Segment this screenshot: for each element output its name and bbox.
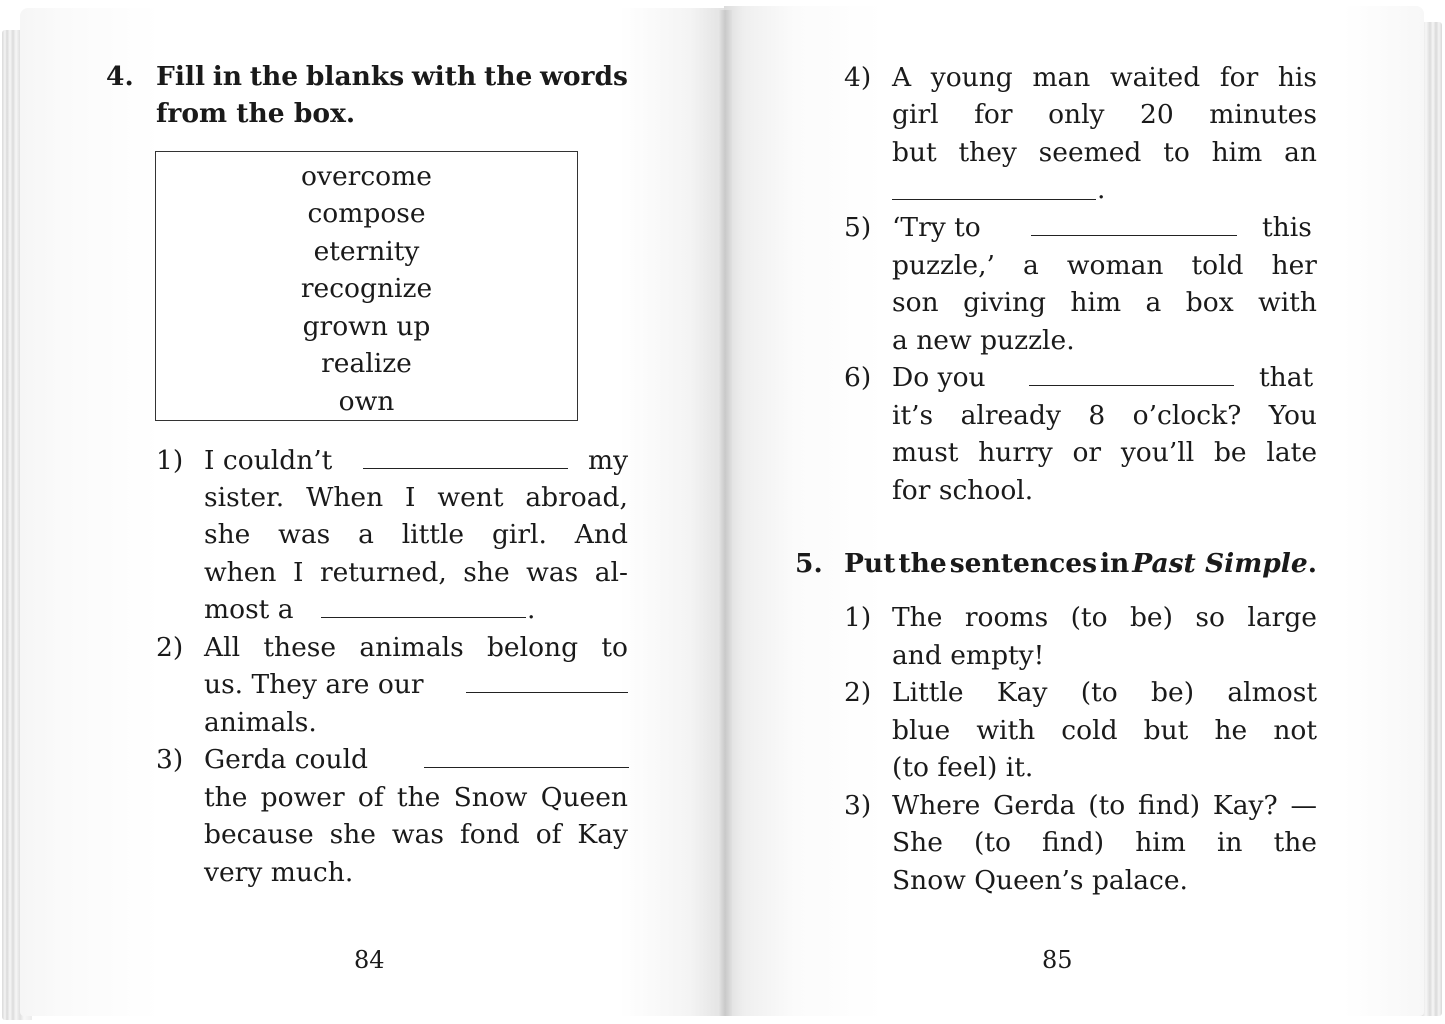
sentence-line	[204, 819, 628, 850]
word: little	[401, 519, 465, 550]
word: son	[892, 287, 939, 318]
word: —	[1290, 790, 1317, 821]
task5-title-word: the	[898, 548, 947, 579]
answer-blank[interactable]	[466, 670, 628, 693]
task4-title-line2: from the box.	[156, 98, 356, 129]
word: (to	[1088, 790, 1126, 821]
sentence-text: a new puzzle.	[892, 325, 1075, 356]
task5-title-word: Put	[844, 548, 896, 579]
word: of	[535, 819, 562, 850]
word: (to	[1070, 602, 1108, 633]
box-word: recognize	[300, 273, 433, 304]
sentence-text: Do you	[892, 362, 986, 393]
answer-blank[interactable]	[321, 595, 526, 618]
word: she	[329, 819, 376, 850]
sentence-text: (to feel) it.	[892, 752, 1034, 783]
sentence-line	[204, 482, 628, 513]
word: be)	[1129, 602, 1173, 633]
sentence-text: Gerda could	[204, 744, 369, 775]
word: fond	[459, 819, 520, 850]
word: with	[1258, 287, 1317, 318]
box-word: compose	[307, 198, 426, 229]
word: was	[278, 519, 331, 550]
word: almost	[1227, 677, 1317, 708]
sentence-line	[892, 827, 1317, 858]
word: belong	[486, 632, 579, 663]
sentence-text: most a	[204, 594, 294, 625]
sentence-text: very much.	[204, 857, 354, 888]
sentence-line	[892, 715, 1317, 746]
word: his	[1277, 62, 1317, 93]
sentence-text: .	[527, 594, 536, 625]
word: the	[204, 782, 248, 813]
word: woman	[1066, 250, 1164, 281]
sentence-text: us. They are our	[204, 669, 424, 700]
word: A	[892, 62, 912, 93]
word-box	[155, 151, 578, 421]
word: minutes	[1209, 99, 1317, 130]
sentence-line	[892, 137, 1317, 168]
word: these	[263, 632, 337, 663]
word: abroad,	[525, 482, 628, 513]
word: must	[892, 437, 959, 468]
word: but	[1143, 715, 1189, 746]
task5-title-word: sentences	[949, 548, 1098, 579]
box-word: own	[338, 386, 395, 417]
word: because	[204, 819, 314, 850]
sentence-line	[204, 782, 628, 813]
word: I	[405, 482, 416, 513]
item-number: 1)	[844, 602, 872, 633]
word: I	[292, 557, 304, 588]
word: rooms	[964, 602, 1049, 633]
word: blue	[892, 715, 951, 746]
word: Kay	[577, 819, 628, 850]
word: seemed	[1038, 137, 1142, 168]
task5-number: 5.	[795, 548, 823, 579]
task4-number: 4.	[106, 61, 134, 92]
box-word: realize	[321, 348, 412, 379]
sentence-line	[892, 602, 1317, 633]
word: waited	[1109, 62, 1201, 93]
word: returned,	[319, 557, 447, 588]
answer-blank[interactable]	[363, 446, 568, 469]
sentence-line	[204, 632, 628, 663]
word: 20	[1140, 99, 1174, 130]
sentence-text: for school.	[892, 475, 1034, 506]
sentence-line	[892, 62, 1317, 93]
item-number: 2)	[156, 632, 184, 663]
word: went	[437, 482, 504, 513]
task4-title-line1	[156, 61, 628, 92]
word: And	[574, 519, 628, 550]
task5-title-end: .	[1307, 548, 1317, 579]
word: Queen	[540, 782, 628, 813]
word: All	[204, 632, 241, 663]
sentence-text: .	[1097, 174, 1106, 205]
task5-title-word: in	[1099, 548, 1130, 579]
word: him	[1211, 137, 1263, 168]
word: a	[1022, 250, 1039, 281]
word: not	[1273, 715, 1317, 746]
word: You	[1268, 400, 1317, 431]
word: the	[249, 61, 299, 92]
word: Little	[892, 677, 964, 708]
sentence-line	[892, 677, 1317, 708]
word: When	[306, 482, 384, 513]
sentence-line	[892, 790, 1317, 821]
sentence-line	[204, 519, 628, 550]
word: a	[1145, 287, 1162, 318]
task5-title-italic: Past Simple	[1132, 548, 1308, 579]
sentence-text: animals.	[204, 707, 317, 738]
sentence-text: ‘Try to	[892, 212, 981, 243]
word: an	[1284, 137, 1317, 168]
page-number: 85	[1042, 946, 1073, 974]
word: puzzle,’	[892, 250, 995, 281]
word: she	[204, 519, 251, 550]
word: to	[1163, 137, 1190, 168]
word: late	[1266, 437, 1317, 468]
sentence-line	[892, 250, 1317, 281]
word: large	[1247, 602, 1317, 633]
word: al-	[594, 557, 628, 588]
word: but	[892, 137, 937, 168]
item-number: 2)	[844, 677, 872, 708]
word: blanks	[305, 61, 405, 92]
word: (to	[974, 827, 1011, 858]
word: young	[930, 62, 1013, 93]
sentence-text: that	[1259, 362, 1314, 393]
word: words	[540, 61, 628, 92]
word: o’clock?	[1132, 400, 1242, 431]
word: Kay	[996, 677, 1048, 708]
word: a	[358, 519, 374, 550]
word: Snow	[453, 782, 528, 813]
page-number: 84	[354, 946, 385, 974]
item-number: 1)	[156, 445, 184, 476]
word: The	[892, 602, 943, 633]
item-number: 3)	[844, 790, 872, 821]
sentence-text: my	[588, 445, 629, 476]
word: Where	[892, 790, 981, 821]
answer-blank[interactable]	[424, 745, 629, 768]
sentence-text: this	[1262, 212, 1312, 243]
word: it’s	[892, 400, 934, 431]
word: already	[960, 400, 1061, 431]
word: with	[976, 715, 1036, 746]
word: sister.	[204, 482, 285, 513]
sentence-line	[892, 437, 1317, 468]
word: box	[1185, 287, 1234, 318]
sentence-line	[892, 400, 1317, 431]
box-word: grown up	[302, 311, 431, 342]
word: they	[958, 137, 1017, 168]
word: in	[1216, 827, 1243, 858]
word: the	[1273, 827, 1317, 858]
word: hurry	[978, 437, 1053, 468]
word: (to	[1080, 677, 1118, 708]
word: Gerda	[993, 790, 1076, 821]
word: the	[483, 61, 533, 92]
word: animals	[359, 632, 464, 663]
sentence-text: I couldn’t	[204, 445, 333, 476]
answer-blank[interactable]	[892, 177, 1096, 200]
word: She	[892, 827, 943, 858]
word: so	[1195, 602, 1225, 633]
box-word: overcome	[301, 161, 432, 192]
word: for	[1219, 62, 1259, 93]
word: 8	[1088, 400, 1106, 431]
word: giving	[963, 287, 1046, 318]
word: Kay?	[1212, 790, 1278, 821]
sentence-line	[892, 287, 1317, 318]
word: power	[260, 782, 345, 813]
word: him	[1135, 827, 1186, 858]
word: find)	[1042, 827, 1105, 858]
word: he	[1214, 715, 1248, 746]
word: of	[357, 782, 384, 813]
word: girl.	[491, 519, 547, 550]
item-number: 6)	[844, 362, 872, 393]
item-number: 5)	[844, 212, 872, 243]
word: you’ll	[1120, 437, 1195, 468]
word: was	[526, 557, 579, 588]
word: him	[1070, 287, 1122, 318]
answer-blank[interactable]	[1031, 213, 1237, 236]
word: only	[1048, 99, 1105, 130]
word: find)	[1138, 790, 1201, 821]
box-word: eternity	[313, 236, 420, 267]
sentence-line	[204, 557, 628, 588]
item-number: 3)	[156, 744, 184, 775]
answer-blank[interactable]	[1029, 363, 1234, 386]
word: when	[204, 557, 277, 588]
word: she	[463, 557, 510, 588]
word: girl	[892, 99, 939, 130]
word: the	[396, 782, 441, 813]
word: was	[391, 819, 444, 850]
sentence-text: and empty!	[892, 640, 1045, 671]
word: man	[1032, 62, 1091, 93]
word: Fill	[156, 61, 206, 92]
word: for	[974, 99, 1013, 130]
word: be	[1213, 437, 1247, 468]
task5-title	[844, 548, 1317, 579]
word: in	[212, 61, 243, 92]
word: be)	[1151, 677, 1195, 708]
word: cold	[1061, 715, 1118, 746]
sentence-text: Snow Queen’s palace.	[892, 865, 1188, 896]
word: her	[1271, 250, 1317, 281]
word: told	[1191, 250, 1244, 281]
word: or	[1072, 437, 1102, 468]
item-number: 4)	[844, 62, 872, 93]
word: to	[601, 632, 628, 663]
sentence-line	[892, 99, 1317, 130]
word: with	[411, 61, 477, 92]
book-spine	[718, 10, 732, 1016]
